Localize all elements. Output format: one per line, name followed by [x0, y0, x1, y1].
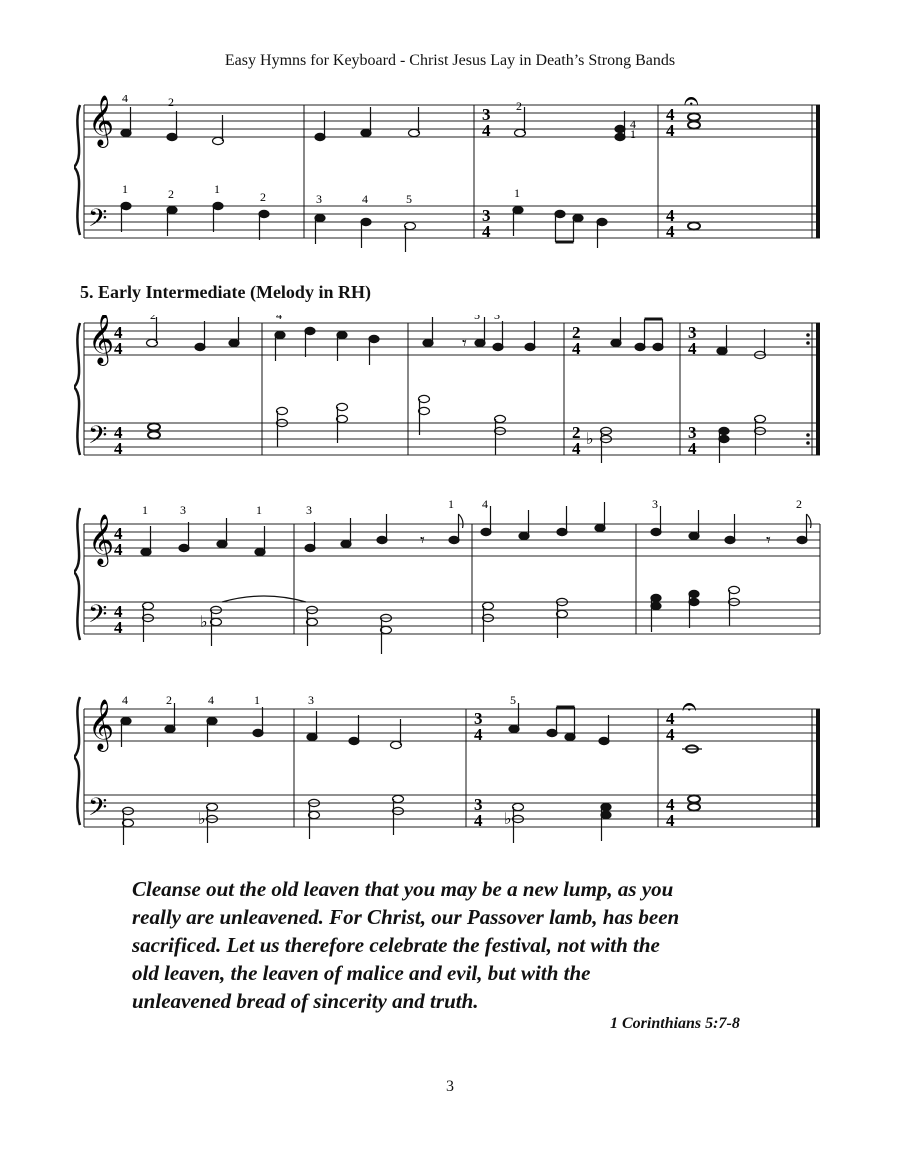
- treble-clef-icon: 𝄞: [88, 315, 115, 363]
- music-system-4: [74, 685, 834, 850]
- svg-text:2: 2: [572, 323, 581, 342]
- svg-text:3: 3: [482, 105, 491, 124]
- svg-text:4: 4: [666, 709, 675, 728]
- svg-text:4: 4: [666, 222, 675, 241]
- svg-text:2: 2: [166, 693, 172, 707]
- bass-notes: [121, 202, 700, 252]
- svg-text:1: 1: [122, 182, 128, 196]
- svg-text:2: 2: [168, 187, 174, 201]
- time-signature-3-4: [474, 709, 483, 830]
- bass-staff: [84, 423, 820, 455]
- svg-text:3: 3: [474, 795, 483, 814]
- final-barline: [816, 105, 820, 238]
- svg-text:3: 3: [652, 500, 658, 511]
- grand-staff-4: [74, 685, 834, 845]
- svg-text:4: 4: [482, 222, 491, 241]
- svg-text:3: 3: [180, 503, 186, 517]
- bass-notes: [143, 586, 740, 654]
- grand-staff-3: [74, 500, 834, 660]
- svg-text:4: 4: [114, 540, 123, 559]
- svg-text:2: 2: [516, 99, 522, 113]
- music-system-3: [74, 500, 834, 665]
- bass-clef-icon: 𝄢: [88, 794, 108, 827]
- bass-staff: [84, 602, 820, 634]
- svg-text:5: 5: [474, 315, 480, 322]
- bass-staff: [84, 795, 820, 827]
- section-title: 5. Early Intermediate (Melody in RH): [80, 282, 371, 302]
- flat-icon: ♭: [198, 811, 206, 828]
- svg-text:5: 5: [406, 192, 412, 206]
- page-number: 3: [446, 1078, 454, 1095]
- svg-text:1: 1: [448, 500, 454, 511]
- svg-text:4: 4: [666, 811, 675, 830]
- svg-text:4: 4: [630, 117, 636, 131]
- svg-text:4: 4: [114, 524, 123, 543]
- svg-text:1: 1: [256, 503, 262, 517]
- verse-line: Cleanse out the old leaven that you may be a new lump, as you: [132, 877, 674, 901]
- verse-line: really are unleavened. For Christ, our Passover lamb, has been: [132, 905, 680, 929]
- bass-clef-icon: 𝄢: [88, 205, 108, 238]
- bass-clef-icon: 𝄢: [88, 601, 108, 634]
- svg-text:1: 1: [142, 503, 148, 517]
- bass-clef-icon: 𝄢: [88, 422, 108, 455]
- fingerings-treble: [122, 95, 636, 141]
- scripture-citation: 1 Corinthians 5:7-8: [610, 1015, 740, 1032]
- music-system-2: [74, 315, 834, 480]
- svg-text:2: 2: [150, 315, 156, 322]
- flat-icon: ♭: [504, 811, 512, 828]
- eighth-rest-icon: 𝄾: [766, 530, 771, 550]
- svg-text:4: 4: [114, 618, 123, 637]
- fingerings-bass: [122, 182, 520, 206]
- time-signature-2-4: [572, 323, 581, 458]
- svg-text:4: 4: [276, 315, 282, 322]
- fingerings-treble: [142, 500, 802, 517]
- brace: [74, 323, 80, 455]
- eighth-rest-icon: 𝄾: [420, 530, 425, 550]
- svg-text:4: 4: [572, 439, 581, 458]
- grand-staff-1: [74, 95, 834, 255]
- svg-text:1: 1: [630, 127, 636, 141]
- bass-staff: [84, 206, 820, 238]
- treble-clef-icon: 𝄞: [88, 700, 115, 749]
- svg-text:1: 1: [514, 186, 520, 200]
- fingerings-treble: [122, 693, 516, 707]
- svg-text:4: 4: [666, 121, 675, 140]
- time-signature-3-4: [482, 105, 491, 241]
- flat-icon: ♭: [586, 431, 594, 448]
- svg-text:4: 4: [114, 423, 123, 442]
- svg-text:4: 4: [122, 693, 128, 707]
- svg-text:4: 4: [482, 500, 488, 511]
- svg-text:4: 4: [666, 725, 675, 744]
- svg-text:5: 5: [510, 693, 516, 707]
- verse-line: sacrificed. Let us therefore celebrate the festival, not with the: [132, 933, 660, 957]
- svg-text:4: 4: [114, 602, 123, 621]
- svg-text:3: 3: [316, 192, 322, 206]
- svg-text:2: 2: [168, 95, 174, 109]
- svg-text:3: 3: [688, 323, 697, 342]
- treble-notes: [121, 703, 702, 753]
- grand-staff-2: [74, 315, 834, 475]
- verse-line: old leaven, the leaven of malice and evil, but with the: [132, 961, 591, 985]
- final-barline: [816, 709, 820, 827]
- svg-text:2: 2: [796, 500, 802, 511]
- svg-text:3: 3: [474, 709, 483, 728]
- svg-text:3: 3: [482, 206, 491, 225]
- repeat-barline: [816, 323, 820, 455]
- svg-text:4: 4: [666, 795, 675, 814]
- svg-text:4: 4: [114, 439, 123, 458]
- brace: [74, 697, 80, 825]
- treble-staff: [84, 709, 820, 741]
- time-signature-4-4: [114, 524, 123, 637]
- treble-clef-icon: 𝄞: [88, 96, 115, 145]
- svg-text:2: 2: [572, 423, 581, 442]
- svg-text:3: 3: [688, 423, 697, 442]
- page-header: Easy Hymns for Keyboard - Christ Jesus Lay in Death’s Strong Bands: [224, 52, 676, 69]
- svg-text:3: 3: [494, 315, 500, 322]
- brace: [74, 508, 80, 640]
- svg-text:4: 4: [666, 105, 675, 124]
- svg-text:1: 1: [214, 182, 220, 196]
- time-signature-4-4: [666, 709, 675, 830]
- fermata-icon: 𝄐: [682, 692, 697, 721]
- svg-text:4: 4: [688, 439, 697, 458]
- time-signature-4-4: [114, 323, 123, 458]
- svg-text:4: 4: [572, 339, 581, 358]
- svg-text:4: 4: [474, 725, 483, 744]
- time-signature-4-4: [666, 105, 675, 241]
- time-signature-3-4: [688, 323, 697, 458]
- svg-text:2: 2: [260, 190, 266, 204]
- eighth-rest-icon: 𝄾: [462, 333, 467, 353]
- svg-text:4: 4: [362, 192, 368, 206]
- fermata-icon: 𝄐: [684, 95, 699, 115]
- svg-text:1: 1: [254, 693, 260, 707]
- fingerings-treble: [150, 315, 500, 322]
- svg-text:4: 4: [482, 121, 491, 140]
- treble-notes: [147, 317, 766, 365]
- svg-text:4: 4: [114, 323, 123, 342]
- svg-text:3: 3: [306, 503, 312, 517]
- treble-clef-icon: 𝄞: [88, 515, 115, 564]
- svg-text:4: 4: [688, 339, 697, 358]
- flat-icon: ♭: [200, 614, 208, 631]
- svg-text:4: 4: [208, 693, 214, 707]
- tie: [222, 596, 306, 602]
- svg-text:4: 4: [114, 339, 123, 358]
- bass-notes: [148, 395, 766, 463]
- verse-line: unleavened bread of sincerity and truth.: [132, 989, 479, 1013]
- svg-text:3: 3: [308, 693, 314, 707]
- music-system-1: [74, 95, 834, 260]
- scripture-quote: [132, 875, 822, 1015]
- svg-text:4: 4: [122, 95, 128, 105]
- treble-staff: [84, 323, 820, 355]
- brace: [74, 105, 80, 235]
- svg-text:4: 4: [666, 206, 675, 225]
- treble-staff: [84, 105, 820, 137]
- svg-text:4: 4: [474, 811, 483, 830]
